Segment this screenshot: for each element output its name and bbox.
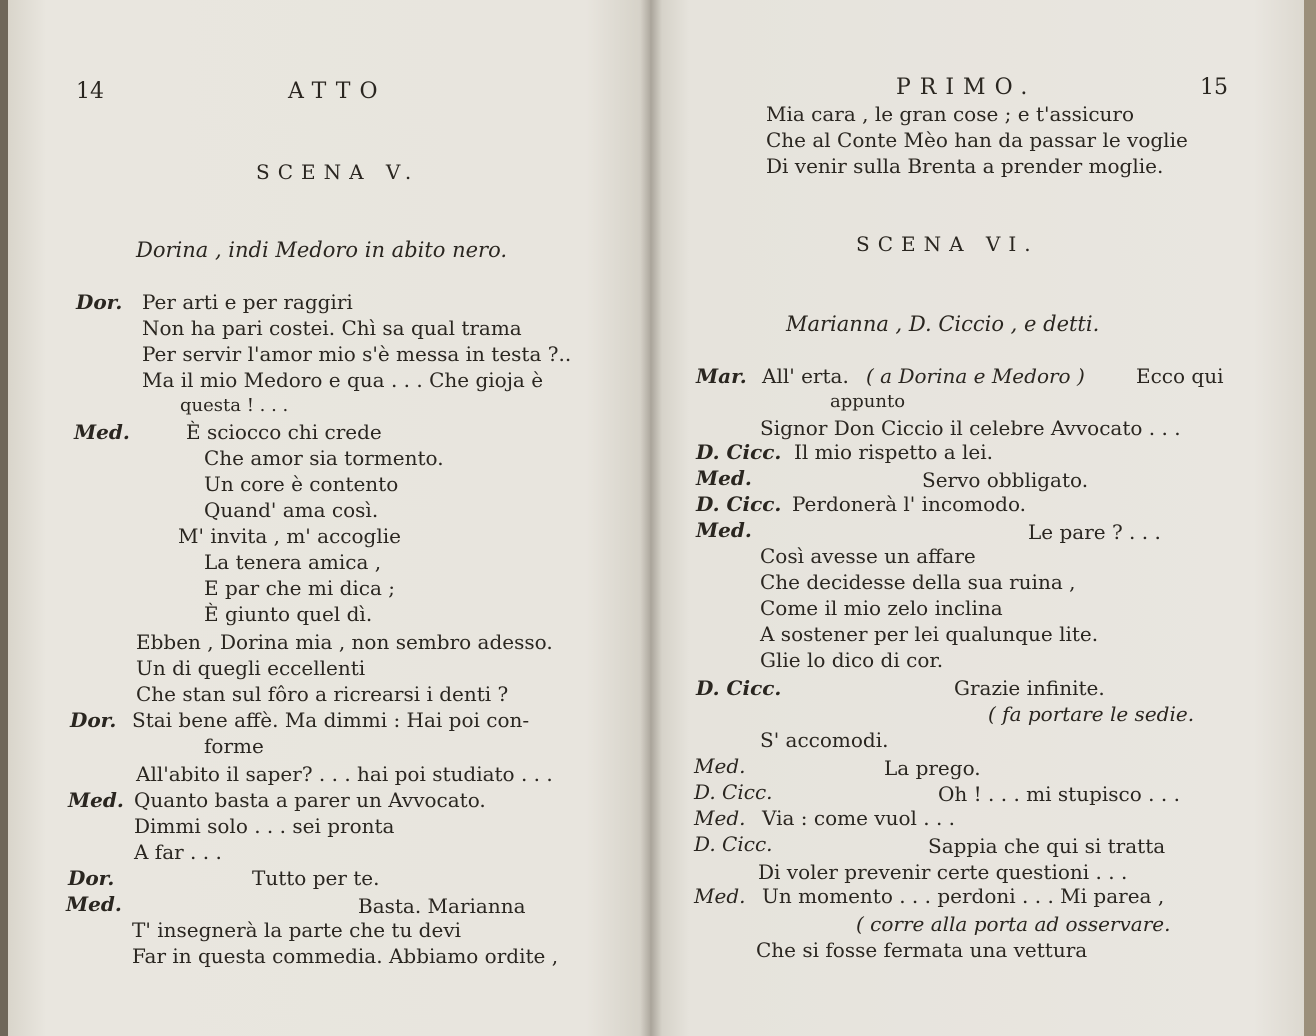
book-edge-left — [0, 0, 8, 1036]
speaker: Med. — [68, 788, 124, 812]
verse-line: Un core è contento — [204, 472, 399, 496]
verse-line: Per servir l'amor mio s'è messa in testa ?.. — [142, 342, 572, 366]
left-page — [8, 0, 650, 1036]
verse-line: questa ! . . . — [180, 395, 289, 416]
stage-direction: ( a Dorina e Medoro ) — [866, 364, 1085, 388]
speaker: Med. — [696, 466, 752, 490]
speaker: D. Cicc. — [696, 676, 782, 700]
verse-line: Di venir sulla Brenta a prender moglie. — [766, 154, 1164, 178]
speaker: Med. — [694, 806, 746, 830]
speaker: Mar. — [696, 364, 747, 388]
speaker: Med. — [694, 754, 746, 778]
verse-line: Stai bene affè. Ma dimmi : Hai poi con- — [132, 708, 530, 732]
book-gutter — [640, 0, 662, 1036]
stage-direction: ( corre alla porta ad osservare. — [856, 912, 1171, 936]
verse-line: Per arti e per raggiri — [142, 290, 353, 314]
verse-line: Dimmi solo . . . sei pronta — [134, 814, 395, 838]
verse-line: Mia cara , le gran cose ; e t'assicuro — [766, 102, 1135, 126]
scene-heading: Dorina , indi Medoro in abito nero. — [136, 238, 508, 262]
speaker: D. Cicc. — [696, 492, 782, 516]
speaker: D. Cicc. — [694, 832, 773, 856]
verse-line: Un momento . . . perdoni . . . Mi parea , — [762, 884, 1165, 908]
page-number: 14 — [76, 79, 104, 104]
speaker: Med. — [66, 892, 122, 916]
speaker: Dor. — [70, 708, 117, 732]
speaker: Med. — [694, 884, 746, 908]
verse-line: E par che mi dica ; — [204, 576, 396, 600]
speaker: Med. — [696, 518, 752, 542]
verse-line: Ma il mio Medoro e qua . . . Che gioja è — [142, 368, 544, 392]
verse-line: Oh ! . . . mi stupisco . . . — [938, 782, 1180, 806]
running-head: PRIMO. — [896, 75, 1037, 100]
book-edge-right — [1304, 0, 1316, 1036]
running-head: ATTO — [288, 79, 387, 104]
verse-line: Glie lo dico di cor. — [760, 648, 944, 672]
verse-line: Signor Don Ciccio il celebre Avvocato . . . — [760, 416, 1181, 440]
verse-line: A sostener per lei qualunque lite. — [760, 622, 1099, 646]
verse-line: Che amor sia tormento. — [204, 446, 444, 470]
verse-line: All' erta. — [762, 364, 849, 388]
verse-line: Grazie infinite. — [954, 676, 1105, 700]
verse-line: Far in questa commedia. Abbiamo ordite , — [132, 944, 559, 968]
verse-line: Che si fosse fermata una vettura — [756, 938, 1088, 962]
speaker: Dor. — [68, 866, 115, 890]
verse-line: Un di quegli eccellenti — [136, 656, 366, 680]
verse-line: forme — [204, 734, 264, 758]
verse-line: Quanto basta a parer un Avvocato. — [134, 788, 486, 812]
verse-line: Tutto per te. — [252, 866, 380, 890]
verse-line: La tenera amica , — [204, 550, 382, 574]
speaker: D. Cicc. — [696, 440, 782, 464]
verse-line: Ecco qui — [1136, 364, 1224, 388]
verse-line: Perdonerà l' incomodo. — [792, 492, 1026, 516]
verse-line: A far . . . — [134, 840, 222, 864]
verse-line: Non ha pari costei. Chì sa qual trama — [142, 316, 522, 340]
verse-line: All'abito il saper? . . . hai poi studiato . . . — [136, 762, 553, 786]
scene-heading: Marianna , D. Ciccio , e detti. — [786, 312, 1100, 336]
verse-line: Il mio rispetto a lei. — [794, 440, 994, 464]
verse-line: Che stan sul fôro a ricrearsi i denti ? — [136, 682, 509, 706]
verse-line: S' accomodi. — [760, 728, 889, 752]
speaker: Dor. — [76, 290, 123, 314]
verse-line: Ebben , Dorina mia , non sembro adesso. — [136, 630, 553, 654]
verse-line: Quand' ama così. — [204, 498, 379, 522]
verse-line: È giunto quel dì. — [204, 602, 373, 626]
page-number: 15 — [1200, 75, 1228, 100]
stage-direction: ( fa portare le sedie. — [988, 702, 1195, 726]
verse-line: M' invita , m' accoglie — [178, 524, 401, 548]
verse-line: Che decidesse della sua ruina , — [760, 570, 1076, 594]
verse-line: Servo obbligato. — [922, 468, 1089, 492]
verse-line: T' insegnerà la parte che tu devi — [132, 918, 462, 942]
verse-line: Di voler prevenir certe questioni . . . — [758, 860, 1128, 884]
verse-line: Così avesse un affare — [760, 544, 976, 568]
verse-line: È sciocco chi crede — [186, 420, 382, 444]
speaker: Med. — [74, 420, 130, 444]
verse-line: Come il mio zelo inclina — [760, 596, 1003, 620]
verse-line: Sappia che qui si tratta — [928, 834, 1166, 858]
verse-line: La prego. — [884, 756, 981, 780]
verse-line: Che al Conte Mèo han da passar le voglie — [766, 128, 1188, 152]
verse-line: appunto — [830, 391, 906, 412]
right-page — [650, 0, 1306, 1036]
verse-line: Via : come vuol . . . — [762, 806, 956, 830]
scene-title: SCENA VI. — [856, 232, 1039, 256]
verse-line: Basta. Marianna — [358, 894, 526, 918]
verse-line: Le pare ? . . . — [1028, 520, 1161, 544]
speaker: D. Cicc. — [694, 780, 773, 804]
scene-title: SCENA V. — [256, 160, 420, 184]
